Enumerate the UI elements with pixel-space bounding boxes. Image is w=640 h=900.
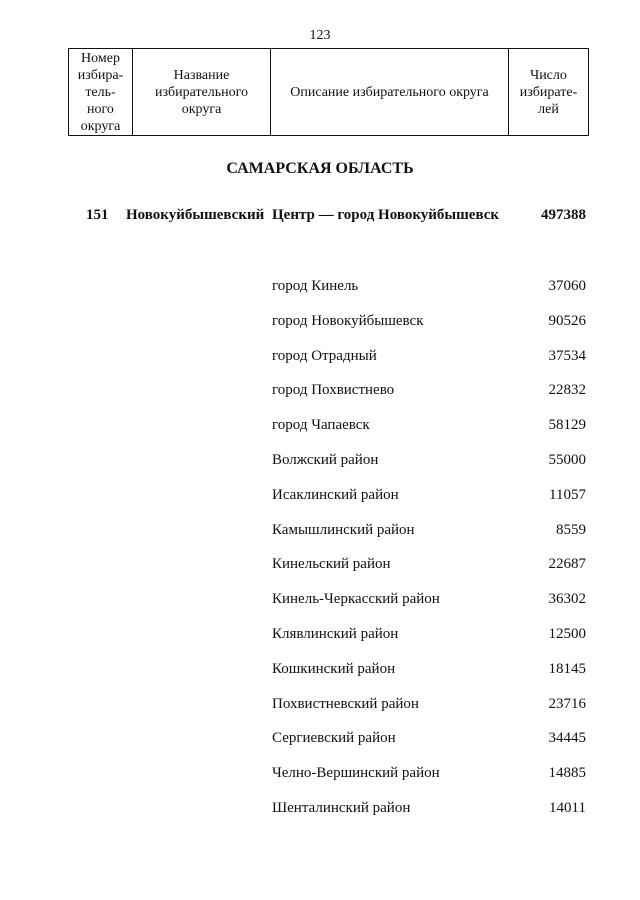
area-name: Кинельский район	[272, 556, 391, 573]
area-name: Волжский район	[272, 451, 379, 468]
area-name: город Новокуйбышевск	[272, 312, 424, 329]
district-voters: 497388	[541, 207, 586, 223]
list-item	[0, 722, 640, 757]
district-row	[0, 207, 640, 229]
region-title: САМАРСКАЯ ОБЛАСТЬ	[226, 160, 414, 177]
header-col-description: Описание избирательного округа	[271, 49, 509, 136]
area-voters: 18145	[548, 660, 586, 677]
list-item	[0, 618, 640, 653]
list-item	[0, 792, 640, 827]
area-name: Шенталинский район	[272, 799, 411, 816]
area-voters: 14885	[548, 765, 586, 782]
area-voters: 22687	[548, 556, 586, 573]
area-voters: 14011	[549, 799, 586, 816]
area-name: город Отрадный	[272, 347, 377, 364]
list-item	[0, 444, 640, 479]
area-name: город Похвистнево	[272, 382, 395, 399]
list-item	[0, 409, 640, 444]
list-item	[0, 583, 640, 618]
area-voters: 11057	[549, 486, 586, 503]
header-col-name: Название избирательного округа	[133, 49, 271, 136]
list-item	[0, 548, 640, 583]
list-item	[0, 270, 640, 305]
list-item	[0, 688, 640, 723]
list-item	[0, 653, 640, 688]
area-name: Сергиевский район	[272, 730, 396, 747]
list-item	[0, 340, 640, 375]
area-voters: 22832	[548, 382, 586, 399]
area-voters: 37534	[548, 347, 586, 364]
district-name: Новокуйбышевский	[126, 207, 265, 223]
area-voters: 23716	[548, 695, 586, 712]
area-list	[0, 270, 640, 827]
list-item	[0, 305, 640, 340]
area-name: Челно-Вершинский район	[272, 765, 440, 782]
area-name: Клявлинский район	[272, 625, 399, 642]
area-voters: 37060	[548, 278, 586, 294]
area-voters: 8559	[556, 521, 586, 538]
list-item	[0, 757, 640, 792]
area-name: город Кинель	[272, 278, 359, 294]
area-name: Похвистневский район	[272, 695, 419, 712]
header-col-number: Номер избира- тель- ного округа	[69, 49, 133, 136]
district-center: Центр — город Новокуйбышевск	[272, 207, 500, 223]
area-voters: 90526	[548, 312, 586, 329]
area-voters: 55000	[548, 451, 586, 468]
area-name: город Чапаевск	[272, 417, 370, 434]
area-name: Исаклинский район	[272, 486, 399, 503]
page-number: 123	[309, 28, 331, 43]
list-item	[0, 479, 640, 514]
area-voters: 34445	[548, 730, 586, 747]
area-name: Кошкинский район	[272, 660, 396, 677]
area-voters: 36302	[548, 591, 586, 608]
area-voters: 58129	[548, 417, 586, 434]
list-item	[0, 374, 640, 409]
district-number: 151	[86, 207, 109, 223]
header-row	[69, 49, 589, 136]
area-voters: 12500	[548, 625, 586, 642]
area-name: Камышлинский район	[272, 521, 415, 538]
header-col-voters: Число избирате- лей	[509, 49, 589, 136]
header-table	[68, 48, 589, 136]
list-item	[0, 514, 640, 549]
area-name: Кинель-Черкасский район	[272, 591, 440, 608]
